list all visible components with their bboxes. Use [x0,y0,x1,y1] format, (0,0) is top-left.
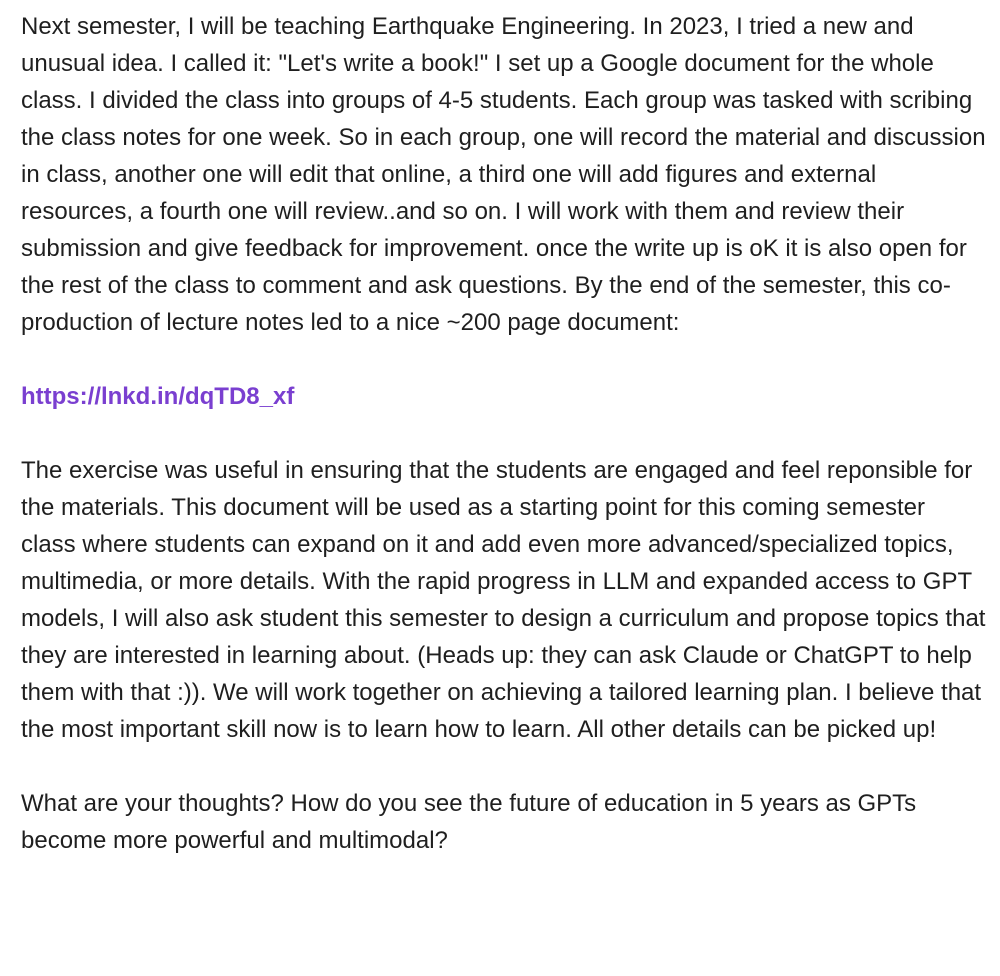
document-link[interactable]: https://lnkd.in/dqTD8_xf [21,383,295,410]
post-paragraph-reflection: The exercise was useful in ensuring that the students are engaged and feel reponsible for the materials. This document will be used as a starting point for this coming semester class where students can expand on it and add even more advanced/specialized topics, multimedia, or more details. With the rapid progress in LLM and expanded access to GPT models, I will also ask student this semester to design a curriculum and propose topics that they are interested in learning about. (Heads up: they can ask Claude or ChatGPT to help them with that :)). We will work together on achieving a tailored learning plan. I believe that the most important skill now is to learn how to learn. All other details can be picked up! [21,457,986,743]
post-link-line [21,378,986,415]
post-paragraph-question: What are your thoughts? How do you see the future of education in 5 years as GPTs become more powerful and multimodal? [21,790,917,854]
post-paragraph-intro: Next semester, I will be teaching Earthquake Engineering. In 2023, I tried a new and unusual idea. I called it: "Let's write a book!" I set up a Google document for the whole class. I divided the class into groups of 4-5 students. Each group was tasked with scribing the class notes for one week. So in each group, one will record the material and discussion in class, another one will edit that online, a third one will add figures and external resources, a fourth one will review..and so on. I will work with them and review their submission and give feedback for improvement. once the write up is oK it is also open for the rest of the class to comment and ask questions. By the end of the semester, this co-production of lecture notes led to a nice ~200 page document: [21,13,986,336]
post-body [21,8,986,859]
